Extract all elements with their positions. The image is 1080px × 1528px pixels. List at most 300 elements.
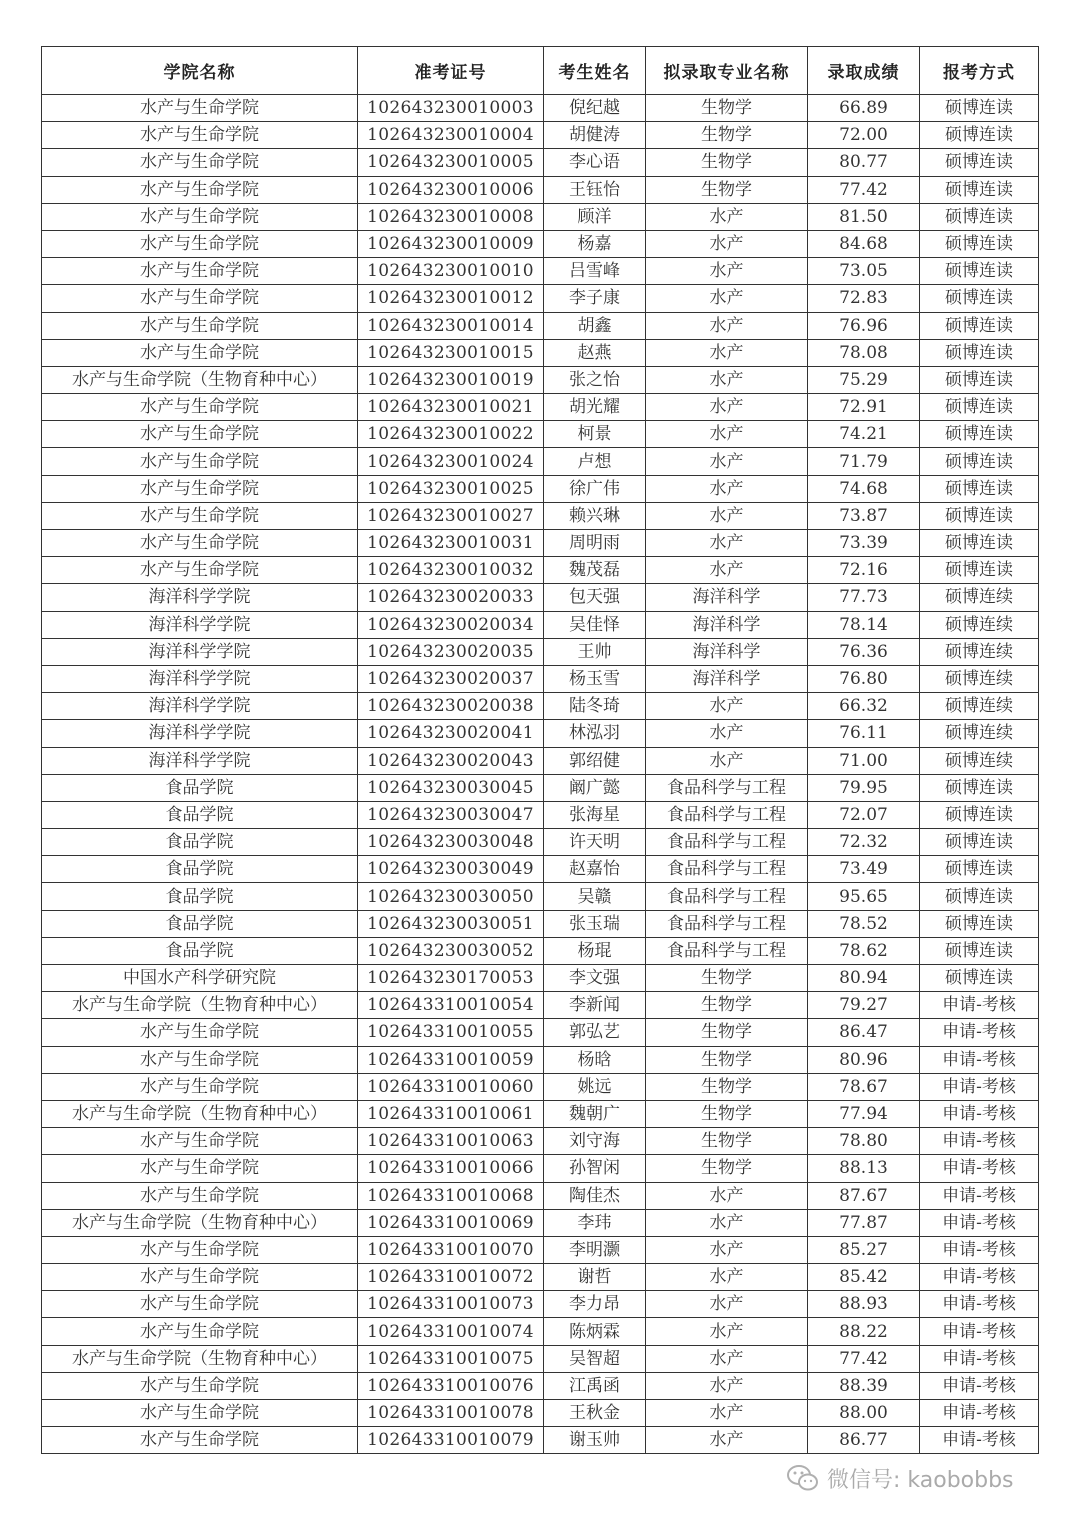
cell-major: 水产 xyxy=(646,421,808,448)
cell-name: 刘守海 xyxy=(544,1128,646,1155)
table-row xyxy=(42,502,1039,529)
table-row xyxy=(42,366,1039,393)
cell-score: 85.42 xyxy=(808,1264,920,1291)
cell-method: 硕博连续 xyxy=(920,720,1039,747)
cell-score: 79.27 xyxy=(808,992,920,1019)
cell-college: 水产与生命学院（生物育种中心） xyxy=(42,366,358,393)
cell-name: 李明灏 xyxy=(544,1236,646,1263)
cell-name: 王帅 xyxy=(544,638,646,665)
cell-name: 林泓羽 xyxy=(544,720,646,747)
table-header-row xyxy=(42,47,1039,95)
cell-major: 水产 xyxy=(646,366,808,393)
table-row xyxy=(42,829,1039,856)
cell-college: 水产与生命学院 xyxy=(42,122,358,149)
cell-college: 水产与生命学院 xyxy=(42,502,358,529)
cell-score: 76.36 xyxy=(808,638,920,665)
cell-score: 72.83 xyxy=(808,285,920,312)
cell-college: 中国水产科学研究院 xyxy=(42,965,358,992)
cell-major: 水产 xyxy=(646,1400,808,1427)
cell-college: 水产与生命学院 xyxy=(42,176,358,203)
cell-exam-id: 102643310010066 xyxy=(358,1155,544,1182)
cell-name: 李心语 xyxy=(544,149,646,176)
header-name: 考生姓名 xyxy=(544,47,646,95)
cell-exam-id: 102643230030050 xyxy=(358,883,544,910)
cell-major: 生物学 xyxy=(646,1073,808,1100)
cell-score: 77.94 xyxy=(808,1100,920,1127)
cell-method: 硕博连读 xyxy=(920,230,1039,257)
cell-college: 水产与生命学院 xyxy=(42,1372,358,1399)
cell-method: 硕博连读 xyxy=(920,312,1039,339)
cell-method: 申请-考核 xyxy=(920,1155,1039,1182)
cell-major: 水产 xyxy=(646,1427,808,1454)
cell-score: 86.47 xyxy=(808,1019,920,1046)
cell-major: 水产 xyxy=(646,230,808,257)
cell-college: 水产与生命学院 xyxy=(42,1264,358,1291)
cell-exam-id: 102643310010070 xyxy=(358,1236,544,1263)
cell-major: 生物学 xyxy=(646,1128,808,1155)
cell-exam-id: 102643310010076 xyxy=(358,1372,544,1399)
cell-score: 78.67 xyxy=(808,1073,920,1100)
cell-score: 88.00 xyxy=(808,1400,920,1427)
cell-name: 王秋金 xyxy=(544,1400,646,1427)
cell-method: 申请-考核 xyxy=(920,1100,1039,1127)
table-row xyxy=(42,258,1039,285)
cell-score: 71.00 xyxy=(808,747,920,774)
cell-major: 生物学 xyxy=(646,1100,808,1127)
watermark xyxy=(785,1458,1014,1498)
cell-score: 73.49 xyxy=(808,856,920,883)
cell-score: 72.16 xyxy=(808,557,920,584)
cell-major: 海洋科学 xyxy=(646,584,808,611)
cell-name: 姚远 xyxy=(544,1073,646,1100)
cell-score: 77.42 xyxy=(808,1345,920,1372)
cell-exam-id: 102643230010031 xyxy=(358,530,544,557)
cell-college: 海洋科学学院 xyxy=(42,720,358,747)
cell-score: 88.93 xyxy=(808,1291,920,1318)
table-row xyxy=(42,557,1039,584)
cell-college: 海洋科学学院 xyxy=(42,638,358,665)
cell-score: 88.39 xyxy=(808,1372,920,1399)
cell-score: 87.67 xyxy=(808,1182,920,1209)
cell-exam-id: 102643230170053 xyxy=(358,965,544,992)
cell-major: 食品科学与工程 xyxy=(646,829,808,856)
table-row xyxy=(42,1427,1039,1454)
cell-method: 硕博连读 xyxy=(920,285,1039,312)
cell-college: 水产与生命学院 xyxy=(42,475,358,502)
cell-exam-id: 102643310010072 xyxy=(358,1264,544,1291)
cell-method: 硕博连读 xyxy=(920,258,1039,285)
cell-college: 水产与生命学院 xyxy=(42,1400,358,1427)
cell-college: 水产与生命学院 xyxy=(42,394,358,421)
cell-method: 硕博连读 xyxy=(920,530,1039,557)
cell-name: 谢哲 xyxy=(544,1264,646,1291)
cell-college: 食品学院 xyxy=(42,883,358,910)
cell-major: 食品科学与工程 xyxy=(646,883,808,910)
cell-name: 赵燕 xyxy=(544,339,646,366)
cell-score: 80.77 xyxy=(808,149,920,176)
cell-exam-id: 102643230010004 xyxy=(358,122,544,149)
cell-score: 78.08 xyxy=(808,339,920,366)
cell-method: 硕博连读 xyxy=(920,475,1039,502)
watermark-text: 微信号: kaobobbs xyxy=(827,1467,1014,1493)
cell-exam-id: 102643230010021 xyxy=(358,394,544,421)
cell-method: 申请-考核 xyxy=(920,992,1039,1019)
cell-college: 水产与生命学院 xyxy=(42,1128,358,1155)
header-major: 拟录取专业名称 xyxy=(646,47,808,95)
cell-exam-id: 102643230020034 xyxy=(358,611,544,638)
cell-college: 海洋科学学院 xyxy=(42,665,358,692)
cell-college: 水产与生命学院 xyxy=(42,448,358,475)
cell-major: 水产 xyxy=(646,1264,808,1291)
cell-score: 73.05 xyxy=(808,258,920,285)
cell-major: 水产 xyxy=(646,1291,808,1318)
cell-score: 78.52 xyxy=(808,910,920,937)
cell-exam-id: 102643230030048 xyxy=(358,829,544,856)
cell-exam-id: 102643310010054 xyxy=(358,992,544,1019)
cell-score: 73.87 xyxy=(808,502,920,529)
cell-method: 硕博连读 xyxy=(920,910,1039,937)
cell-score: 84.68 xyxy=(808,230,920,257)
table-row xyxy=(42,1182,1039,1209)
cell-college: 水产与生命学院（生物育种中心） xyxy=(42,1209,358,1236)
cell-method: 申请-考核 xyxy=(920,1209,1039,1236)
cell-score: 72.32 xyxy=(808,829,920,856)
cell-exam-id: 102643230010006 xyxy=(358,176,544,203)
cell-name: 胡健涛 xyxy=(544,122,646,149)
cell-method: 硕博连续 xyxy=(920,638,1039,665)
cell-method: 硕博连续 xyxy=(920,693,1039,720)
cell-major: 生物学 xyxy=(646,1019,808,1046)
cell-exam-id: 102643230030049 xyxy=(358,856,544,883)
cell-college: 水产与生命学院 xyxy=(42,312,358,339)
cell-exam-id: 102643230010008 xyxy=(358,203,544,230)
cell-college: 食品学院 xyxy=(42,829,358,856)
cell-exam-id: 102643310010061 xyxy=(358,1100,544,1127)
cell-college: 水产与生命学院 xyxy=(42,1019,358,1046)
table-row xyxy=(42,1264,1039,1291)
cell-college: 水产与生命学院 xyxy=(42,557,358,584)
cell-college: 食品学院 xyxy=(42,801,358,828)
cell-score: 85.27 xyxy=(808,1236,920,1263)
cell-name: 徐广伟 xyxy=(544,475,646,502)
cell-exam-id: 102643310010060 xyxy=(358,1073,544,1100)
cell-score: 66.32 xyxy=(808,693,920,720)
cell-major: 水产 xyxy=(646,1345,808,1372)
cell-name: 吕雪峰 xyxy=(544,258,646,285)
cell-major: 水产 xyxy=(646,475,808,502)
admission-table xyxy=(41,46,1039,1454)
cell-method: 申请-考核 xyxy=(920,1046,1039,1073)
cell-major: 海洋科学 xyxy=(646,665,808,692)
cell-exam-id: 102643230030047 xyxy=(358,801,544,828)
cell-college: 海洋科学学院 xyxy=(42,584,358,611)
cell-name: 李玮 xyxy=(544,1209,646,1236)
header-method: 报考方式 xyxy=(920,47,1039,95)
table-row xyxy=(42,95,1039,122)
cell-exam-id: 102643310010075 xyxy=(358,1345,544,1372)
cell-method: 硕博连续 xyxy=(920,665,1039,692)
table-row xyxy=(42,992,1039,1019)
cell-college: 海洋科学学院 xyxy=(42,693,358,720)
cell-major: 生物学 xyxy=(646,1046,808,1073)
cell-exam-id: 102643230020033 xyxy=(358,584,544,611)
cell-college: 水产与生命学院 xyxy=(42,258,358,285)
cell-score: 79.95 xyxy=(808,774,920,801)
cell-method: 硕博连读 xyxy=(920,394,1039,421)
cell-college: 水产与生命学院 xyxy=(42,1291,358,1318)
cell-major: 生物学 xyxy=(646,122,808,149)
cell-score: 86.77 xyxy=(808,1427,920,1454)
header-exam-id: 准考证号 xyxy=(358,47,544,95)
cell-exam-id: 102643310010073 xyxy=(358,1291,544,1318)
cell-name: 陆冬琦 xyxy=(544,693,646,720)
cell-score: 71.79 xyxy=(808,448,920,475)
cell-score: 76.11 xyxy=(808,720,920,747)
table-row xyxy=(42,1019,1039,1046)
cell-method: 申请-考核 xyxy=(920,1264,1039,1291)
table-row xyxy=(42,1046,1039,1073)
cell-score: 76.80 xyxy=(808,665,920,692)
cell-name: 杨晗 xyxy=(544,1046,646,1073)
cell-score: 80.94 xyxy=(808,965,920,992)
cell-score: 81.50 xyxy=(808,203,920,230)
cell-method: 硕博连读 xyxy=(920,122,1039,149)
cell-method: 申请-考核 xyxy=(920,1291,1039,1318)
cell-major: 水产 xyxy=(646,1209,808,1236)
cell-name: 张海星 xyxy=(544,801,646,828)
cell-name: 杨嘉 xyxy=(544,230,646,257)
cell-method: 申请-考核 xyxy=(920,1182,1039,1209)
cell-major: 生物学 xyxy=(646,149,808,176)
cell-major: 水产 xyxy=(646,557,808,584)
cell-method: 硕博连读 xyxy=(920,421,1039,448)
cell-name: 阚广懿 xyxy=(544,774,646,801)
cell-method: 硕博连读 xyxy=(920,176,1039,203)
table-row xyxy=(42,720,1039,747)
cell-method: 申请-考核 xyxy=(920,1427,1039,1454)
cell-college: 水产与生命学院 xyxy=(42,339,358,366)
cell-exam-id: 102643230010027 xyxy=(358,502,544,529)
cell-exam-id: 102643230010010 xyxy=(358,258,544,285)
cell-college: 食品学院 xyxy=(42,856,358,883)
cell-name: 李新闻 xyxy=(544,992,646,1019)
cell-exam-id: 102643230030051 xyxy=(358,910,544,937)
cell-method: 硕博连读 xyxy=(920,965,1039,992)
cell-major: 水产 xyxy=(646,1236,808,1263)
table-row xyxy=(42,611,1039,638)
cell-name: 郭弘艺 xyxy=(544,1019,646,1046)
cell-college: 水产与生命学院 xyxy=(42,230,358,257)
cell-college: 水产与生命学院 xyxy=(42,149,358,176)
cell-major: 生物学 xyxy=(646,95,808,122)
table-row xyxy=(42,747,1039,774)
table-row xyxy=(42,1400,1039,1427)
table-row xyxy=(42,339,1039,366)
cell-method: 申请-考核 xyxy=(920,1372,1039,1399)
cell-score: 78.14 xyxy=(808,611,920,638)
cell-major: 食品科学与工程 xyxy=(646,801,808,828)
cell-college: 水产与生命学院 xyxy=(42,1073,358,1100)
cell-name: 赵嘉怡 xyxy=(544,856,646,883)
cell-name: 赖兴琳 xyxy=(544,502,646,529)
cell-major: 水产 xyxy=(646,1318,808,1345)
table-row xyxy=(42,1155,1039,1182)
cell-name: 陶佳杰 xyxy=(544,1182,646,1209)
table-row xyxy=(42,1345,1039,1372)
cell-name: 倪纪越 xyxy=(544,95,646,122)
cell-method: 硕博连读 xyxy=(920,502,1039,529)
cell-name: 吴赣 xyxy=(544,883,646,910)
table-row xyxy=(42,394,1039,421)
cell-score: 95.65 xyxy=(808,883,920,910)
cell-name: 胡光耀 xyxy=(544,394,646,421)
cell-exam-id: 102643230010014 xyxy=(358,312,544,339)
cell-major: 水产 xyxy=(646,258,808,285)
cell-method: 硕博连读 xyxy=(920,448,1039,475)
table-row xyxy=(42,448,1039,475)
table-row xyxy=(42,230,1039,257)
cell-major: 水产 xyxy=(646,502,808,529)
cell-name: 魏茂磊 xyxy=(544,557,646,584)
table-row xyxy=(42,1209,1039,1236)
cell-college: 水产与生命学院 xyxy=(42,1236,358,1263)
cell-exam-id: 102643230030052 xyxy=(358,937,544,964)
cell-exam-id: 102643310010068 xyxy=(358,1182,544,1209)
table-row xyxy=(42,1291,1039,1318)
table-row xyxy=(42,203,1039,230)
cell-name: 张之怡 xyxy=(544,366,646,393)
cell-score: 66.89 xyxy=(808,95,920,122)
cell-exam-id: 102643230010015 xyxy=(358,339,544,366)
cell-name: 王钰怡 xyxy=(544,176,646,203)
cell-name: 柯景 xyxy=(544,421,646,448)
cell-college: 水产与生命学院 xyxy=(42,1318,358,1345)
cell-exam-id: 102643230010022 xyxy=(358,421,544,448)
cell-exam-id: 102643310010059 xyxy=(358,1046,544,1073)
table-row xyxy=(42,285,1039,312)
wechat-icon xyxy=(785,1463,821,1493)
cell-college: 水产与生命学院 xyxy=(42,95,358,122)
cell-college: 海洋科学学院 xyxy=(42,747,358,774)
cell-name: 周明雨 xyxy=(544,530,646,557)
cell-major: 生物学 xyxy=(646,1155,808,1182)
cell-score: 73.39 xyxy=(808,530,920,557)
cell-college: 水产与生命学院 xyxy=(42,530,358,557)
cell-college: 水产与生命学院（生物育种中心） xyxy=(42,1345,358,1372)
table-row xyxy=(42,665,1039,692)
cell-exam-id: 102643230010019 xyxy=(358,366,544,393)
cell-method: 硕博连读 xyxy=(920,856,1039,883)
cell-exam-id: 102643310010069 xyxy=(358,1209,544,1236)
cell-method: 硕博连续 xyxy=(920,747,1039,774)
cell-method: 硕博连读 xyxy=(920,829,1039,856)
cell-name: 李子康 xyxy=(544,285,646,312)
cell-major: 生物学 xyxy=(646,992,808,1019)
cell-college: 食品学院 xyxy=(42,910,358,937)
table-row xyxy=(42,122,1039,149)
cell-name: 吴佳怿 xyxy=(544,611,646,638)
cell-college: 水产与生命学院 xyxy=(42,421,358,448)
cell-name: 郭绍健 xyxy=(544,747,646,774)
cell-method: 申请-考核 xyxy=(920,1128,1039,1155)
table-row xyxy=(42,774,1039,801)
cell-name: 李文强 xyxy=(544,965,646,992)
cell-exam-id: 102643310010078 xyxy=(358,1400,544,1427)
cell-major: 水产 xyxy=(646,448,808,475)
table-row xyxy=(42,530,1039,557)
cell-exam-id: 102643230010009 xyxy=(358,230,544,257)
table-row xyxy=(42,638,1039,665)
cell-major: 水产 xyxy=(646,1372,808,1399)
cell-college: 水产与生命学院（生物育种中心） xyxy=(42,1100,358,1127)
cell-method: 硕博连读 xyxy=(920,149,1039,176)
table-row xyxy=(42,1318,1039,1345)
table-row xyxy=(42,312,1039,339)
cell-method: 申请-考核 xyxy=(920,1318,1039,1345)
table-row xyxy=(42,693,1039,720)
cell-method: 申请-考核 xyxy=(920,1073,1039,1100)
header-score: 录取成绩 xyxy=(808,47,920,95)
cell-college: 食品学院 xyxy=(42,937,358,964)
cell-method: 硕博连读 xyxy=(920,937,1039,964)
cell-method: 申请-考核 xyxy=(920,1019,1039,1046)
cell-score: 88.22 xyxy=(808,1318,920,1345)
cell-score: 72.91 xyxy=(808,394,920,421)
cell-major: 水产 xyxy=(646,720,808,747)
cell-major: 水产 xyxy=(646,693,808,720)
table-row xyxy=(42,1372,1039,1399)
cell-major: 食品科学与工程 xyxy=(646,910,808,937)
cell-name: 包天强 xyxy=(544,584,646,611)
cell-college: 水产与生命学院 xyxy=(42,203,358,230)
table-row xyxy=(42,149,1039,176)
table-row xyxy=(42,801,1039,828)
table-row xyxy=(42,475,1039,502)
cell-method: 硕博连读 xyxy=(920,801,1039,828)
cell-name: 江禹函 xyxy=(544,1372,646,1399)
cell-exam-id: 102643230020041 xyxy=(358,720,544,747)
cell-college: 水产与生命学院 xyxy=(42,285,358,312)
cell-name: 李力昂 xyxy=(544,1291,646,1318)
cell-college: 水产与生命学院 xyxy=(42,1427,358,1454)
cell-name: 陈炳霖 xyxy=(544,1318,646,1345)
cell-major: 水产 xyxy=(646,285,808,312)
cell-score: 77.42 xyxy=(808,176,920,203)
cell-method: 硕博连读 xyxy=(920,203,1039,230)
cell-exam-id: 102643230010024 xyxy=(358,448,544,475)
cell-score: 78.62 xyxy=(808,937,920,964)
cell-score: 80.96 xyxy=(808,1046,920,1073)
cell-exam-id: 102643230010005 xyxy=(358,149,544,176)
cell-major: 水产 xyxy=(646,339,808,366)
cell-method: 申请-考核 xyxy=(920,1345,1039,1372)
cell-name: 吴智超 xyxy=(544,1345,646,1372)
cell-score: 76.96 xyxy=(808,312,920,339)
cell-exam-id: 102643310010063 xyxy=(358,1128,544,1155)
cell-score: 75.29 xyxy=(808,366,920,393)
table-row xyxy=(42,1073,1039,1100)
cell-name: 顾洋 xyxy=(544,203,646,230)
cell-score: 77.73 xyxy=(808,584,920,611)
cell-major: 海洋科学 xyxy=(646,638,808,665)
cell-name: 杨琨 xyxy=(544,937,646,964)
table-row xyxy=(42,856,1039,883)
header-college: 学院名称 xyxy=(42,47,358,95)
cell-name: 张玉瑞 xyxy=(544,910,646,937)
table-row xyxy=(42,883,1039,910)
cell-exam-id: 102643230020038 xyxy=(358,693,544,720)
cell-name: 杨玉雪 xyxy=(544,665,646,692)
